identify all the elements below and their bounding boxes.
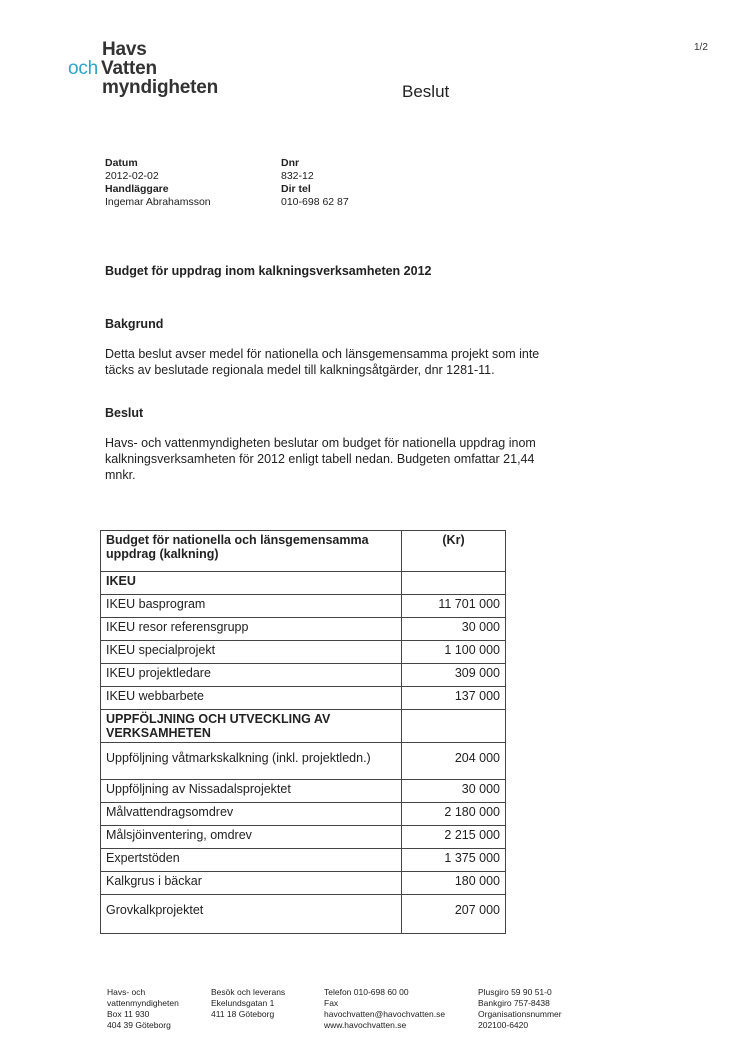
datum-value: 2012-02-02 [105, 170, 159, 182]
row-label: Uppföljning av Nissadalsprojektet [101, 780, 402, 803]
table-row [101, 849, 506, 872]
footer-line: Box 11 930 [107, 1009, 150, 1019]
footer-website[interactable]: www.havochvatten.se [324, 1020, 407, 1030]
row-value: 30 000 [402, 618, 506, 641]
table-header-label: Budget för nationella och länsgemensamma uppdrag (kalkning) [101, 531, 402, 572]
handlaggare-value: Ingemar Abrahamsson [105, 196, 211, 208]
row-label: IKEU resor referensgrupp [101, 618, 402, 641]
meta-left [105, 157, 211, 209]
footer-line: Ekelundsgatan 1 [211, 998, 275, 1008]
row-value: 204 000 [402, 743, 506, 780]
footer-visit [211, 987, 285, 1020]
table-row [101, 872, 506, 895]
dirtel-value: 010-698 62 87 [281, 196, 349, 208]
row-value: 2 215 000 [402, 826, 506, 849]
footer-line: Bankgiro 757-8438 [478, 998, 550, 1008]
dirtel-label: Dir tel [281, 183, 311, 195]
table-row [101, 664, 506, 687]
footer-line: Besök och leverans [211, 987, 286, 997]
footer-address [107, 987, 179, 1031]
table-header-row [101, 531, 506, 572]
table-row [101, 743, 506, 780]
table-row [101, 687, 506, 710]
bakgrund-text: Detta beslut avser medel för nationella och länsgemensamma projekt som inte täcks av beslutade regionala medel till kalkningsåtgärder, dnr 1281-11. [105, 347, 540, 377]
row-label: IKEU basprogram [101, 595, 402, 618]
row-label: IKEU webbarbete [101, 687, 402, 710]
footer-payment [478, 987, 562, 1031]
row-label: IKEU specialprojekt [101, 641, 402, 664]
document-type: Beslut [402, 82, 450, 101]
section-uppfoljning-row [101, 710, 506, 743]
document-title: Budget för uppdrag inom kalkningsverksamheten 2012 [105, 264, 432, 278]
logo-line-havs: Havs [102, 39, 147, 60]
footer-line: vattenmyndigheten [107, 998, 179, 1008]
section-ikeu-label: IKEU [101, 572, 402, 595]
table-row [101, 618, 506, 641]
agency-logo [68, 40, 218, 97]
table-row [101, 780, 506, 803]
row-value: 30 000 [402, 780, 506, 803]
beslut-text: Havs- och vattenmyndigheten beslutar om budget för nationella uppdrag inom kalkningsverksamheten för 2012 enligt tabell nedan. Budgeten omfattar 21,44 mnkr. [105, 436, 536, 482]
footer-line: Havs- och [107, 987, 146, 997]
row-label: Kalkgrus i bäckar [101, 872, 402, 895]
logo-line-vatten: Vatten [101, 58, 157, 79]
footer-line: Organisationsnummer [478, 1009, 562, 1019]
table-row [101, 826, 506, 849]
page-number: 1/2 [694, 42, 708, 53]
row-value: 207 000 [402, 895, 506, 934]
row-value: 137 000 [402, 687, 506, 710]
dnr-label: Dnr [281, 157, 300, 169]
logo-och: och [68, 58, 99, 79]
row-label: Målvattendragsomdrev [101, 803, 402, 826]
footer-contact [324, 987, 445, 1031]
section-ikeu-row [101, 572, 506, 595]
logo-line-myndigheten: myndigheten [102, 77, 219, 98]
budget-table [100, 530, 506, 934]
table-header-unit: (Kr) [402, 531, 506, 572]
row-label: Uppföljning våtmarkskalkning (inkl. projektledn.) [101, 743, 402, 780]
table-row [101, 595, 506, 618]
bakgrund-heading: Bakgrund [105, 317, 164, 331]
row-value: 11 701 000 [402, 595, 506, 618]
row-value: 1 375 000 [402, 849, 506, 872]
beslut-heading: Beslut [105, 406, 144, 420]
meta-right [281, 157, 349, 209]
row-value: 180 000 [402, 872, 506, 895]
row-label: Målsjöinventering, omdrev [101, 826, 402, 849]
table-row [101, 895, 506, 934]
row-label: Grovkalkprojektet [101, 895, 402, 934]
footer-line: Fax [324, 998, 339, 1008]
section-uppfoljning-label: UPPFÖLJNING OCH UTVECKLING AV VERKSAMHETEN [101, 710, 402, 743]
row-label: Expertstöden [101, 849, 402, 872]
dnr-value: 832-12 [281, 170, 314, 182]
row-label: IKEU projektledare [101, 664, 402, 687]
row-value: 309 000 [402, 664, 506, 687]
table-row [101, 641, 506, 664]
footer-line: Plusgiro 59 90 51-0 [478, 987, 552, 997]
footer-email[interactable]: havochvatten@havochvatten.se [324, 1009, 446, 1019]
handlaggare-label: Handläggare [105, 183, 169, 195]
footer-line: 411 18 Göteborg [211, 1009, 275, 1019]
row-value: 2 180 000 [402, 803, 506, 826]
datum-label: Datum [105, 157, 138, 169]
footer-line: 202100-6420 [478, 1020, 529, 1030]
row-value: 1 100 000 [402, 641, 506, 664]
table-row [101, 803, 506, 826]
footer-line: 404 39 Göteborg [107, 1020, 171, 1030]
footer-line: Telefon 010-698 60 00 [324, 987, 409, 997]
